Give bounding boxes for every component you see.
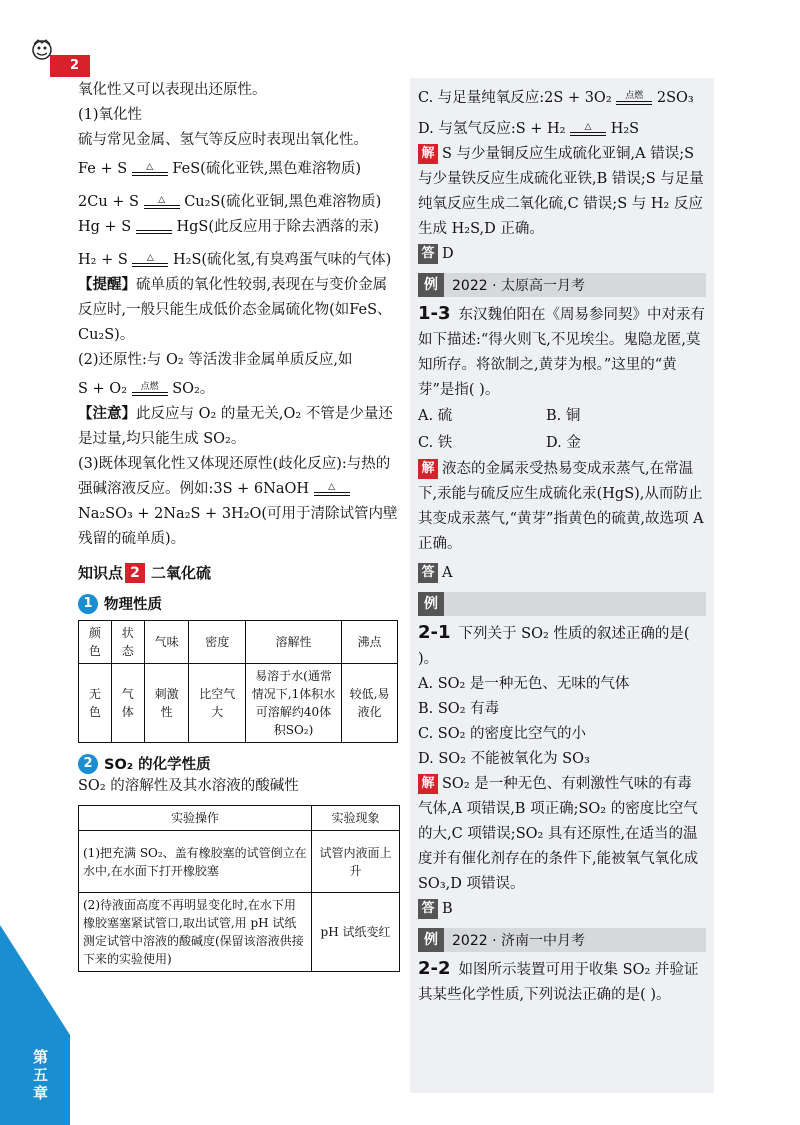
- subsection-physical: 1 物理性质: [78, 593, 400, 614]
- table-header-row: 颜色 状态 气味 密度 溶解性 沸点: [79, 621, 398, 664]
- chapter-label: 第五章: [33, 1048, 49, 1102]
- condition-mark: △: [132, 162, 168, 176]
- explanation-q2: 解 液态的金属汞受热易变成汞蒸气,在常温下,汞能与硫反应生成硫化汞(HgS),从而防止其变成汞蒸气,“黄芽”指黄色的硫黄,故选项 A 正确。: [418, 461, 704, 552]
- chemical-desc: SO₂ 的溶解性及其水溶液的酸碱性: [78, 778, 299, 794]
- explain-tag: 解: [418, 144, 438, 164]
- question-1-3: 1-3 东汉魏伯阳在《周易参同契》中对汞有如下描述:“得火则飞,不见埃尘。鬼隐龙匿,莫知所存。将欲制之,黄芽为根。”这里的“黄芽”是指( )。: [418, 303, 706, 398]
- condition-mark: △: [132, 253, 168, 267]
- option-d[interactable]: D. 金: [546, 435, 581, 451]
- question-number: 2-2: [418, 958, 451, 979]
- circle-number: 1: [78, 594, 98, 614]
- left-column: [78, 78, 400, 972]
- right-column: [410, 78, 714, 1093]
- reduction-text: (2)还原性:与 O₂ 等活泼非金属单质反应,如: [78, 352, 353, 368]
- condition-mark: 点燃: [132, 382, 168, 396]
- option-b[interactable]: B. 铜: [546, 408, 581, 424]
- explanation-q3: 解 SO₂ 是一种无色、有刺激性气味的有毒气体,A 项错误,B 项正确;SO₂ 的密度比空气的大,C 项错误;SO₂ 具有还原性,在适当的温度并有催化剂存在的条件下,能被氧气氧化成 SO₃,D 项错误。: [418, 776, 699, 892]
- question-number: 2-1: [418, 622, 451, 643]
- note-label: 【注意】: [78, 406, 136, 422]
- option-c[interactable]: C. 铁: [418, 435, 453, 451]
- explain-tag: 解: [418, 774, 438, 794]
- option-d: D. 与氢气反应:S + H₂ △ H₂S: [418, 121, 640, 137]
- table-row: 无色 气体 刺激性 比空气大 易溶于水(通常情况下,1体积水可溶解约40体积SO₂) 较低,易液化: [79, 664, 398, 743]
- options-row: [418, 403, 706, 430]
- question-2-2: 2-2 如图所示装置可用于收集 SO₂ 并验证其某些化学性质,下列说法正确的是( )。: [418, 958, 699, 1003]
- text-line: 硫与常见金属、氢气等反应时表现出氧化性。: [78, 132, 368, 148]
- disproportion-paragraph: (3)既体现氧化性又体现还原性(歧化反应):与热的强碱溶液反应。例如:3S + 6NaOH △ Na₂SO₃ + 2Na₂S + 3H₂O(可用于清除试管内壁残留的硫单质)。: [78, 456, 398, 547]
- answer-q3: 答 B: [418, 897, 706, 922]
- condition-mark: 点燃: [616, 91, 652, 105]
- explanation-q1: 解 S 与少量铜反应生成硫化亚铜,A 错误;S 与少量铁反应生成硫化亚铁,B 错误;S 与足量纯氧反应生成二氧化硫,C 错误;S 与 H₂ 反应生成 H₂S,D 正确。: [418, 146, 704, 237]
- condition-mark: [136, 220, 172, 234]
- answer-tag: 答: [418, 244, 438, 264]
- question-number: 1-3: [418, 303, 451, 324]
- kp-heading: 二氧化硫: [151, 564, 212, 582]
- example-bar: [418, 273, 706, 297]
- condition-mark: △: [570, 122, 606, 136]
- equation-h2-s: H₂ + S △ H₂S(硫化氢,有臭鸡蛋气味的气体): [78, 252, 392, 268]
- page-number: 2: [70, 58, 80, 73]
- subsection-chemical: 2 SO₂ 的化学性质: [78, 753, 400, 774]
- table-row: (1)把充满 SO₂、盖有橡胶塞的试管倒立在水中,在水面下打开橡胶塞 试管内液面上升: [79, 831, 400, 893]
- option-d[interactable]: D. SO₂ 不能被氧化为 SO₃: [418, 751, 590, 767]
- tip-label: 【提醒】: [78, 277, 136, 293]
- physical-properties-table: [78, 620, 398, 743]
- equation-fe-s: Fe + S △ FeS(硫化亚铁,黑色难溶物质): [78, 161, 362, 177]
- answer-q2: 答 A: [418, 561, 706, 586]
- tip-paragraph: 【提醒】硫单质的氧化性较弱,表现在与变价金属反应时,一般只能生成低价态金属硫化物(如FeS、Cu₂S)。: [78, 277, 392, 343]
- option-a[interactable]: A. SO₂ 是一种无色、无味的气体: [418, 676, 630, 692]
- note-paragraph: 【注意】此反应与 O₂ 的量无关,O₂ 不管是少量还是过量,均只能生成 SO₂。: [78, 406, 393, 447]
- example-tag: 例: [418, 928, 444, 952]
- equation-cu-s: 2Cu + S △ Cu₂S(硫化亚铜,黑色难溶物质): [78, 194, 382, 210]
- experiment-table: [78, 805, 400, 972]
- answer-tag: 答: [418, 899, 438, 919]
- kp-label: 知识点: [78, 564, 124, 582]
- answer-tag: 答: [418, 563, 438, 583]
- option-c: C. 与足量纯氧反应:2S + 3O₂ 点燃 2SO₃: [418, 90, 694, 106]
- equation-hg-s: Hg + S HgS(此反应用于除去洒落的汞): [78, 219, 380, 235]
- kp-number: 2: [125, 563, 145, 583]
- example-source: 2022 · 济南一中月考: [452, 933, 585, 949]
- option-c[interactable]: C. SO₂ 的密度比空气的小: [418, 726, 587, 742]
- text-line: (1)氧化性: [78, 107, 143, 123]
- circle-number: 2: [78, 754, 98, 774]
- example-tag: 例: [418, 592, 444, 616]
- option-a[interactable]: A. 硫: [418, 408, 453, 424]
- example-bar: [418, 592, 706, 616]
- example-tag: 例: [418, 273, 444, 297]
- condition-mark: △: [144, 195, 180, 209]
- condition-mark: △: [314, 482, 350, 496]
- knowledge-point-title: [78, 562, 400, 583]
- table-header-row: 实验操作 实验现象: [79, 806, 400, 831]
- example-bar: [418, 928, 706, 952]
- text-line: 氧化性又可以表现出还原性。: [78, 82, 267, 98]
- question-2-1: 2-1 下列关于 SO₂ 性质的叙述正确的是( )。: [418, 622, 690, 667]
- option-b[interactable]: B. SO₂ 有毒: [418, 701, 500, 717]
- table-row: (2)待液面高度不再明显变化时,在水下用橡胶塞塞紧试管口,取出试管,用 pH 试纸测定试管中溶液的酸碱度(保留该溶液供接下来的实验使用) pH 试纸变红: [79, 893, 400, 972]
- explain-tag: 解: [418, 459, 438, 479]
- equation-s-o2: S + O₂ 点燃 SO₂。: [78, 381, 215, 397]
- mascot-icon: [30, 38, 62, 68]
- example-source: 2022 · 太原高一月考: [452, 278, 585, 294]
- options-row: [418, 430, 706, 457]
- answer-q1: 答 D: [418, 242, 706, 267]
